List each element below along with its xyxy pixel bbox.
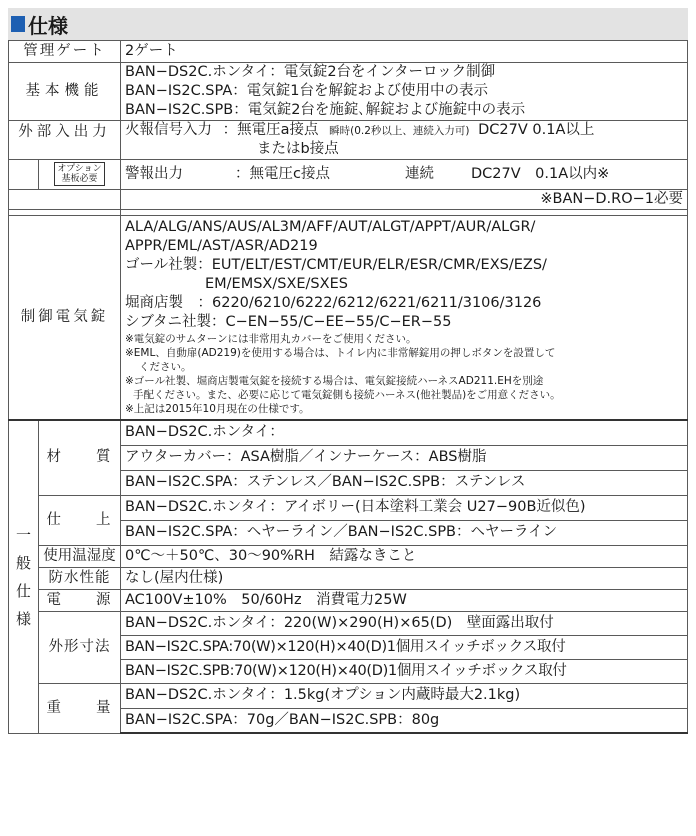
row-value-gate: 2ゲート	[121, 41, 688, 63]
option-badge	[54, 162, 104, 186]
square-bullet-icon	[11, 16, 25, 32]
control-line: 堀商店製 ：6220/6210/6222/6212/6221/6211/3106/3126	[125, 295, 542, 311]
alarm-output-spec: DC27V 0.1A以内※	[471, 166, 610, 182]
size-line: BAN−IS2C.SPB:70(W)×120(H)×40(D)1個用スイッチボックス取付	[121, 659, 688, 683]
row-value-basic	[121, 63, 688, 121]
control-note: ※ゴール社製、堀商店製電気錠を接続する場合は、電気錠接続ハーネスAD211.EHを別途	[125, 375, 544, 387]
option-badge-line1: オプション	[57, 164, 102, 174]
row-value-power: AC100V±10% 50/60Hz 消費電力25W	[121, 589, 688, 611]
weight-line: BAN−DS2C.ホンタイ：1.5kg(オプション内蔵時最大2.1kg)	[121, 683, 688, 708]
row-label-basic: 基本機能	[9, 63, 121, 121]
table-row	[9, 567, 688, 589]
control-line: APPR/EML/AST/ASR/AD219	[125, 238, 318, 254]
table-row	[9, 160, 688, 190]
row-label-finish: 仕 上	[39, 495, 121, 545]
control-note: 手配ください。また、必要に応じて電気錠側も接続ハーネス(他社製品)をご用意ください。	[133, 389, 561, 401]
fire-input-note: 瞬時(0.2秒以上、連続入力可)	[329, 125, 470, 137]
control-line: シブタニ社製：C−EN−55/C−EE−55/C−ER−55	[125, 314, 452, 330]
basic-line: BAN−IS2C.SPB：電気錠2台を施錠､解錠および施錠中の表示	[125, 102, 526, 118]
size-line: BAN−IS2C.SPA:70(W)×120(H)×40(D)1個用スイッチボックス取付	[121, 635, 688, 659]
control-note: ください。	[139, 361, 192, 373]
row-label-water: 防水性能	[39, 567, 121, 589]
control-note: ※上記は2015年10月現在の仕様です。	[125, 403, 310, 415]
row-value-water: なし(屋内仕様)	[121, 567, 688, 589]
control-line: ゴール社製：EUT/ELT/EST/CMT/EUR/ELR/ESR/CMR/EXS/EZS/	[125, 257, 547, 273]
row-label-io: 外部入出力	[9, 121, 121, 160]
section-header	[8, 8, 688, 40]
material-line: BAN−DS2C.ホンタイ：	[121, 420, 688, 445]
control-note: ※電気錠のサムターンには非常用丸カバーをご使用ください。	[125, 333, 417, 345]
row-label-control: 制御電気錠	[9, 216, 121, 421]
table-row	[9, 495, 688, 520]
spec-sheet	[8, 0, 688, 734]
row-label-gate: 管理ゲート	[9, 41, 121, 63]
spec-table	[8, 40, 688, 734]
row-label-material: 材 質	[39, 420, 121, 495]
control-line: ALA/ALG/ANS/AUS/AL3M/AFF/AUT/ALGT/APPT/AUR/ALGR/	[125, 219, 536, 235]
control-note: ※EML、自動扉(AD219)を使用する場合は、トイレ内に非常解錠用の押しボタンを設置して	[125, 347, 556, 359]
general-label-char: 仕	[15, 581, 31, 600]
row-label-general	[9, 420, 39, 733]
alarm-output-name: 警報出力	[125, 166, 183, 182]
fire-input-contact: ：無電圧a接点	[222, 122, 319, 138]
basic-line: BAN−DS2C.ホンタイ：電気錠2台をインターロック制御	[125, 64, 496, 80]
alarm-output-mode: 連続	[405, 166, 434, 182]
row-value-control	[121, 216, 688, 421]
alarm-output-contact: ：無電圧c接点	[235, 166, 330, 182]
control-line: EM/EMSX/SXE/SXES	[205, 276, 348, 292]
size-line: BAN−DS2C.ホンタイ：220(W)×290(H)×65(D) 壁面露出取付	[121, 611, 688, 635]
table-row	[9, 589, 688, 611]
row-label-weight: 重 量	[39, 683, 121, 733]
row-label-power: 電 源	[39, 589, 121, 611]
table-row	[9, 420, 688, 445]
table-row	[9, 611, 688, 635]
row-label-size: 外形寸法	[39, 611, 121, 683]
general-label-char: 般	[15, 553, 31, 572]
section-title: 仕様	[28, 13, 68, 38]
row-value-fire	[121, 121, 688, 160]
table-row	[9, 41, 688, 63]
material-line: アウターカバー：ASA樹脂／インナーケース：ABS樹脂	[121, 445, 688, 470]
row-value-temp: 0℃〜＋50℃、30〜90%RH 結露なきこと	[121, 545, 688, 567]
fire-input-spec: DC27V 0.1A以上	[478, 122, 595, 138]
option-badge-cell	[39, 160, 121, 190]
table-row	[9, 121, 688, 160]
general-label-char: 一	[15, 525, 31, 544]
table-row	[9, 63, 688, 121]
table-row	[9, 190, 688, 210]
fire-input-line2: またはb接点	[257, 141, 339, 157]
row-value-alarm	[121, 160, 688, 190]
table-row	[9, 545, 688, 567]
table-row	[9, 683, 688, 708]
table-row	[9, 216, 688, 421]
alarm-output-note: ※BAN−D.RO−1必要	[121, 190, 688, 210]
general-label-char: 様	[15, 609, 31, 628]
row-label-temp: 使用温湿度	[39, 545, 121, 567]
option-badge-line2: 基板必要	[61, 174, 98, 184]
finish-line: BAN−DS2C.ホンタイ：アイボリー(日本塗料工業会 U27−90B近似色)	[121, 495, 688, 520]
material-line: BAN−IS2C.SPA：ステンレス／BAN−IS2C.SPB：ステンレス	[121, 470, 688, 495]
basic-line: BAN−IS2C.SPA：電気錠1台を解錠および使用中の表示	[125, 83, 488, 99]
finish-line: BAN−IS2C.SPA：ヘヤーライン／BAN−IS2C.SPB：ヘヤーライン	[121, 520, 688, 545]
fire-input-name: 火報信号入力	[125, 122, 212, 138]
weight-line: BAN−IS2C.SPA：70g／BAN−IS2C.SPB：80g	[121, 708, 688, 733]
